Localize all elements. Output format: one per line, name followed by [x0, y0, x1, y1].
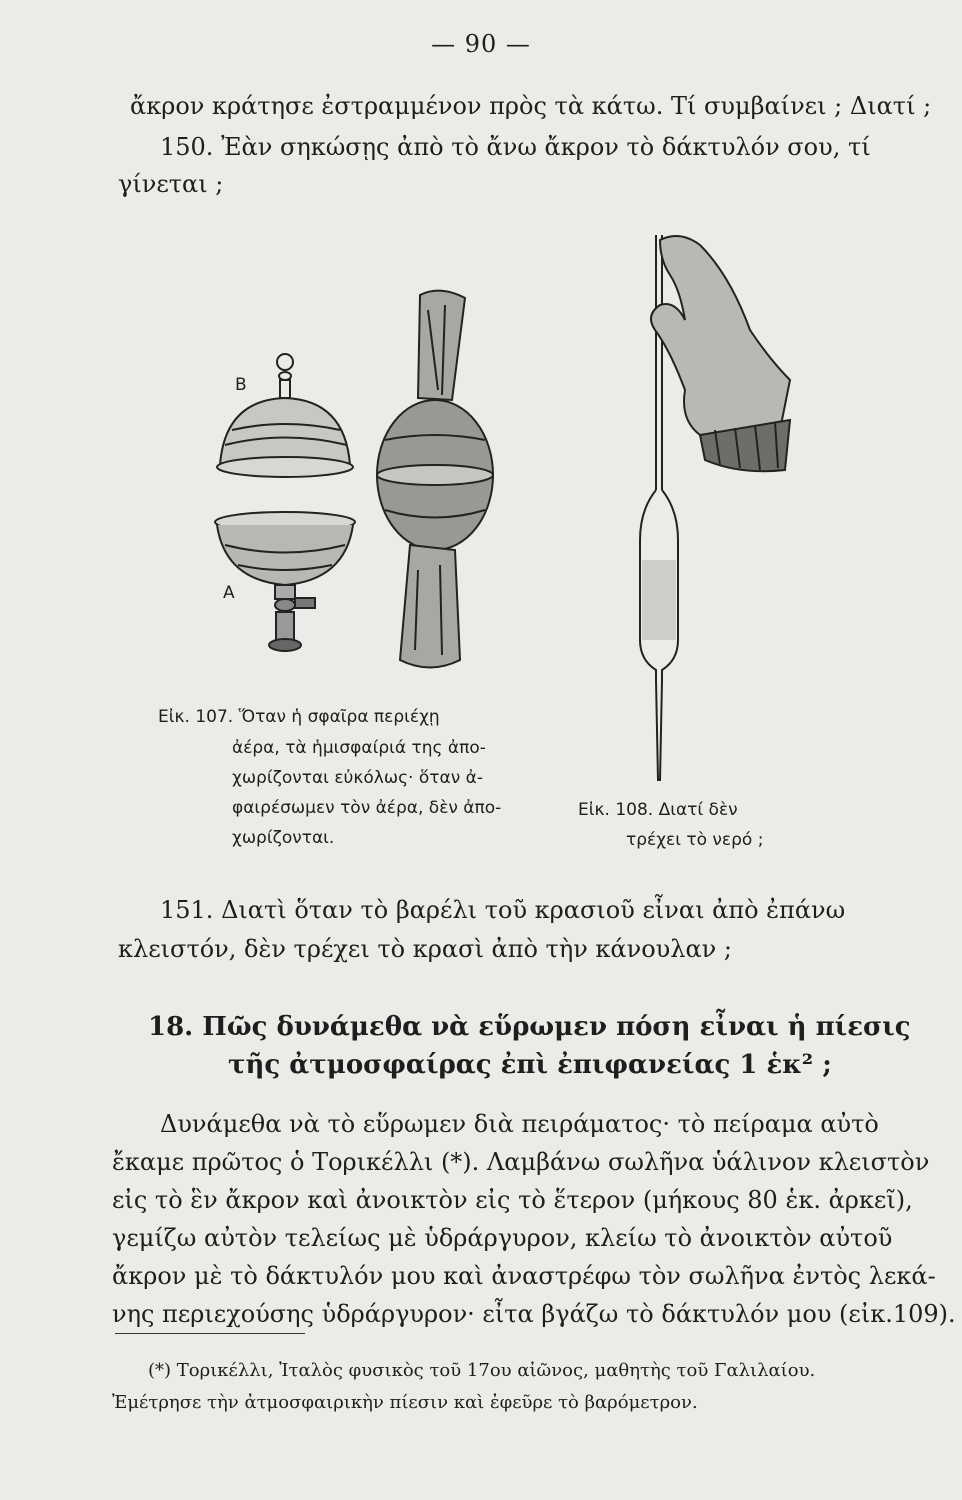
- pipette-hand-figure: [600, 220, 810, 790]
- footnote-rule: [115, 1333, 305, 1334]
- body-line: Δυνάμεθα νὰ τὸ εὕρωμεν διὰ πειράματος· τὸ πείραμα αὐτὸ: [160, 1110, 879, 1138]
- body-line: γεμίζω αὐτὸν τελείως μὲ ὑδράργυρον, κλείω τὸ ἀνοικτὸν αὐτοῦ: [112, 1224, 893, 1252]
- question-151-line: κλειστόν, δὲν τρέχει τὸ κρασὶ ἀπὸ τὴν κάνουλαν ;: [118, 935, 732, 963]
- closed-sphere-illustration: [377, 291, 493, 668]
- body-line: νης περιεχούσης ὑδράργυρον· εἶτα βγάζω τὸ δάκτυλόν μου (εἰκ.109).: [112, 1300, 956, 1328]
- figure-108-caption-line: Εἰκ. 108. Διατί δὲν: [578, 800, 738, 820]
- page-number: — 90 —: [431, 30, 531, 58]
- question-150-line: γίνεται ;: [118, 170, 224, 198]
- figure-108-caption-line: τρέχει τὸ νερό ;: [626, 830, 764, 850]
- body-line: ἔκαμε πρῶτος ὁ Τορικέλλι (*). Λαμβάνω σωλῆνα ὑάλινον κλειστὸν: [112, 1148, 930, 1176]
- section-heading: τῆς ἀτμοσφαίρας ἐπὶ ἐπιφανείας 1 ἑκ² ;: [228, 1050, 832, 1080]
- figure-107-caption-line: ἀέρα, τὰ ἡμισφαίριά της ἀπο-: [232, 738, 486, 758]
- magdeburg-hemispheres-figure: [190, 280, 530, 690]
- section-heading: 18. Πῶς δυνάμεθα νὰ εὕρωμεν πόση εἶναι ἡ πίεσις: [148, 1012, 911, 1042]
- question-151-line: 151. Διατὶ ὅταν τὸ βαρέλι τοῦ κρασιοῦ εἶναι ἀπὸ ἐπάνω: [160, 896, 846, 924]
- footnote-line: (*) Τορικέλλι, Ἰταλὸς φυσικὸς τοῦ 17ου αἰῶνος, μαθητὴς τοῦ Γαλιλαίου.: [148, 1360, 816, 1381]
- figure-107-caption-line: χωρίζονται.: [232, 828, 335, 848]
- figure-107-caption-line: χωρίζονται εὐκόλως· ὅταν ἀ-: [232, 768, 483, 788]
- hand-illustration: [651, 236, 790, 439]
- text-line: ἄκρον κράτησε ἐστραμμένον πρὸς τὰ κάτω. Τί συμβαίνει ; Διατί ;: [130, 92, 932, 120]
- figure-107-caption-line: φαιρέσωμεν τὸν ἀέρα, δὲν ἀπο-: [232, 798, 502, 818]
- open-hemispheres-illustration: [215, 354, 355, 651]
- question-150-line: 150. Ἐὰν σηκώσῃς ἀπὸ τὸ ἄνω ἄκρον τὸ δάκτυλόν σου, τί: [160, 133, 871, 161]
- footnote-line: Ἐμέτρησε τὴν ἀτμοσφαιρικὴν πίεσιν καὶ ἐφεῦρε τὸ βαρόμετρον.: [112, 1392, 698, 1413]
- body-line: ἄκρον μὲ τὸ δάκτυλόν μου καὶ ἀναστρέφω τὸν σωλῆνα ἐντὸς λεκά-: [112, 1262, 936, 1290]
- figure-107-caption-line: Εἰκ. 107. Ὅταν ἡ σφαῖρα περιέχῃ: [158, 707, 440, 727]
- label-a: Α: [223, 583, 235, 603]
- body-line: εἰς τὸ ἓν ἄκρον καὶ ἀνοικτὸν εἰς τὸ ἕτερον (μήκους 80 ἑκ. ἀρκεῖ),: [112, 1186, 913, 1214]
- label-b: Β: [235, 375, 247, 395]
